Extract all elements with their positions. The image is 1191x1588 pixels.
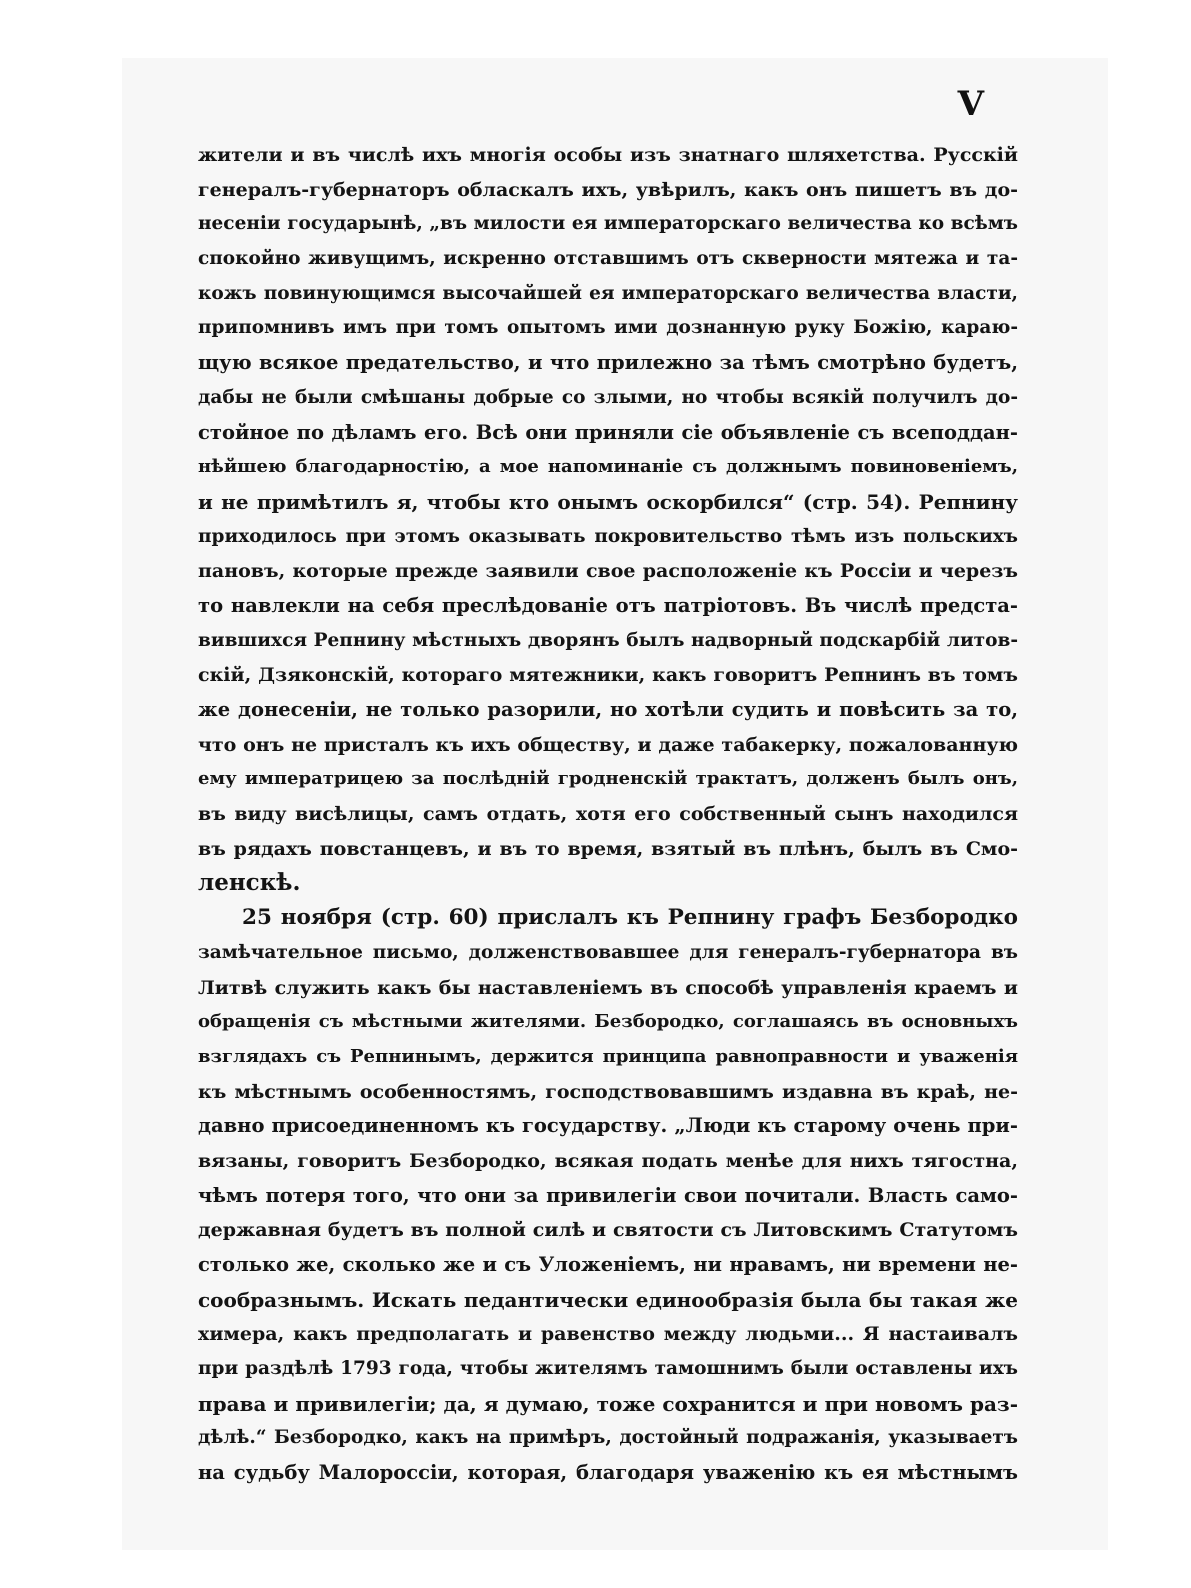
text-line: кожъ повинующимся высочайшей ея императорскаго величества власти,	[198, 282, 1018, 304]
text-line: взглядахъ съ Репнинымъ, держится принципа равноправности и уваженія	[198, 1045, 1018, 1067]
text-line: нѣйшею благодарностію, а мое напоминаніе съ должнымъ повиновеніемъ,	[198, 456, 1018, 478]
text-line: замѣчательное письмо, долженствовавшее для генералъ-губернатора въ	[198, 941, 1018, 963]
text-line: Литвѣ служить какъ бы наставленіемъ въ способѣ управленія краемъ и	[198, 976, 1018, 999]
text-line: же донесеніи, не только разорили, но хотѣли судить и повѣсить за то,	[198, 698, 1018, 721]
text-line: что онъ не присталъ къ ихъ обществу, и даже табакерку, пожалованную	[198, 733, 1018, 756]
text-line: химера, какъ предполагать и равенство между людьми... Я настаивалъ	[198, 1323, 1018, 1346]
text-line: державная будетъ въ полной силѣ и святости съ Литовскимъ Статутомъ	[198, 1219, 1018, 1242]
text-line: обращенія съ мѣстными жителями. Безбородко, соглашаясь въ основныхъ	[198, 1011, 1018, 1033]
text-line: стойное по дѣламъ его. Всѣ они приняли сіе объявленіе съ всеподдан-	[198, 420, 1018, 444]
text-line: дабы не были смѣшаны добрые со злыми, но чтобы всякій получилъ до-	[198, 386, 1018, 408]
text-line: дѣлѣ.“ Безбородко, какъ на примѣръ, достойный подражанія, указываетъ	[198, 1427, 1018, 1449]
text-line: въ виду висѣлицы, самъ отдать, хотя его собственный сынъ находился	[198, 803, 1018, 826]
text-line: въ рядахъ повстанцевъ, и въ то время, взятый въ плѣнъ, былъ въ Смо-	[198, 837, 1018, 860]
text-line: на судьбу Малороссіи, которая, благодаря уваженію къ ея мѣстнымъ	[198, 1461, 1018, 1485]
text-line: скій, Дзяконскій, котораго мятежники, какъ говоритъ Репнинъ въ томъ	[198, 664, 1018, 687]
text-line: права и привилегіи; да, я думаю, тоже сохранится и при новомъ раз-	[198, 1391, 1018, 1416]
text-line: спокойно живущимъ, искренно отставшимъ отъ скверности мятежа и та-	[198, 248, 1018, 270]
text-line: вившихся Репнину мѣстныхъ дворянъ былъ надворный подскарбій литов-	[198, 629, 1018, 651]
paragraph-start-line: 25 ноября (стр. 60) прислалъ къ Репнину графъ Безбородко	[242, 905, 1018, 931]
text-line: при раздѣлѣ 1793 года, чтобы жителямъ тамошнимъ были оставлены ихъ	[198, 1358, 1018, 1380]
text-line: сообразнымъ. Искать педантически единообразія была бы такая же	[198, 1287, 1018, 1312]
text-line: вязаны, говоритъ Безбородко, всякая подать менѣе для нихъ тягостна,	[198, 1149, 1018, 1172]
text-line: пановъ, которые прежде заявили свое расположеніе къ Россіи и черезъ	[198, 560, 1018, 583]
text-line: давно присоединенномъ къ государству. „Люди къ старому очень при-	[198, 1114, 1018, 1138]
text-line: щую всякое предательство, и что прилежно за тѣмъ смотрѣно будетъ,	[198, 351, 1018, 375]
text-line: припомнивъ имъ при томъ опытомъ ими дознанную руку Божію, караю-	[198, 317, 1018, 339]
text-line: ему императрицею за послѣдній гродненскій трактатъ, долженъ былъ онъ,	[198, 768, 1018, 790]
text-line: то навлекли на себя преслѣдованіе отъ патріотовъ. Въ числѣ предста-	[198, 593, 1018, 617]
text-line: къ мѣстнымъ особенностямъ, господствовавшимъ издавна въ краѣ, не-	[198, 1080, 1018, 1103]
paragraph-end-line: ленскѣ.	[198, 869, 301, 897]
text-line: и не примѣтилъ я, чтобы кто онымъ оскорбился“ (стр. 54). Репнину	[198, 489, 1018, 514]
text-line: чѣмъ потеря того, что они за привилегіи свои почитали. Власть само-	[198, 1183, 1018, 1207]
text-line: столько же, сколько же и съ Уложеніемъ, ни нравамъ, ни времени не-	[198, 1253, 1018, 1276]
page-number: V	[957, 84, 984, 124]
text-line: приходилось при этомъ оказывать покровительство тѣмъ изъ польскихъ	[198, 525, 1018, 547]
text-line: генералъ-губернаторъ обласкалъ ихъ, увѣрилъ, какъ онъ пишетъ въ до-	[198, 178, 1018, 201]
text-line: жители и въ числѣ ихъ многія особы изъ знатнаго шляхетства. Русскій	[198, 144, 1018, 166]
body-text	[198, 138, 1018, 1491]
text-line: несеніи государынѣ, „въ милости ея императорскаго величества ко всѣмъ	[198, 213, 1018, 235]
